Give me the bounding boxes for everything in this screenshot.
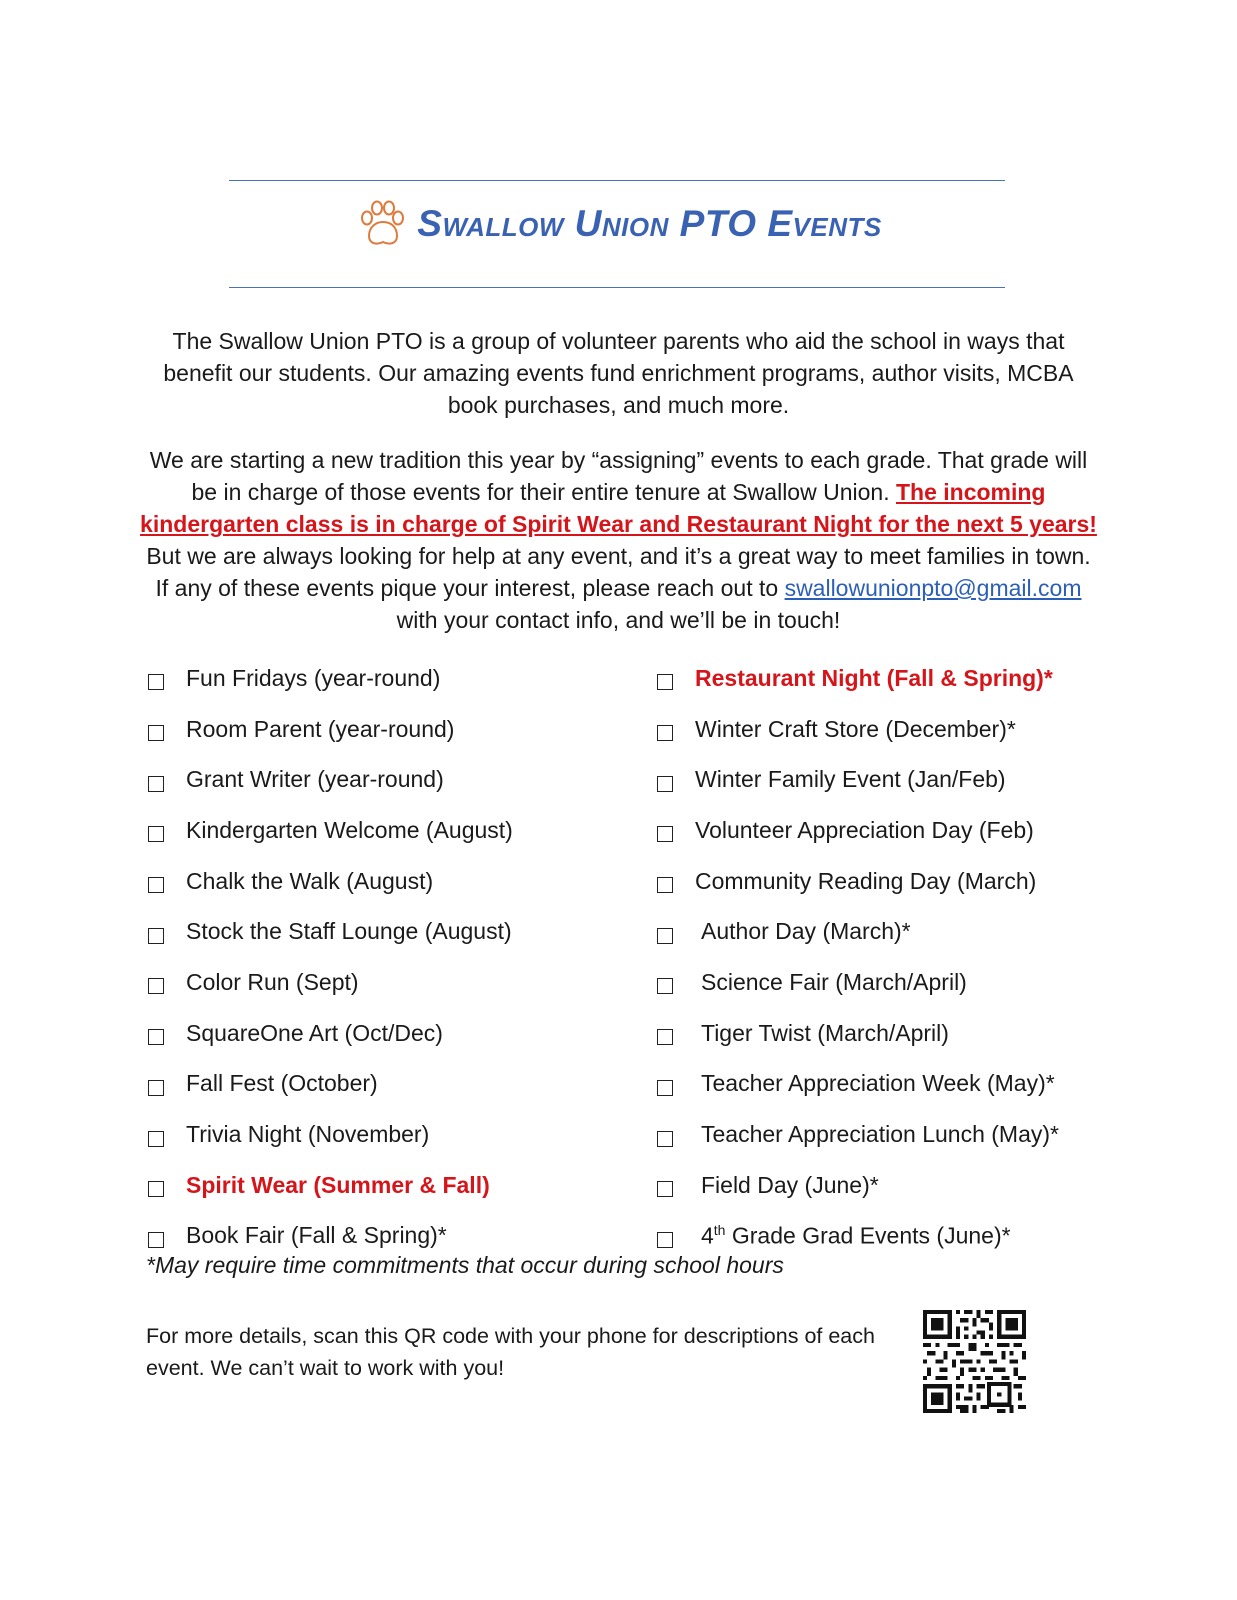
- checkbox[interactable]: [148, 1232, 164, 1248]
- event-label: Kindergarten Welcome (August): [186, 816, 513, 843]
- list-item: [148, 754, 513, 805]
- grade-ordinal: th: [713, 1222, 726, 1239]
- list-item: [148, 704, 513, 755]
- list-item: [657, 1059, 1059, 1110]
- checkbox[interactable]: [148, 1181, 164, 1197]
- checkbox[interactable]: [148, 826, 164, 842]
- checkbox[interactable]: [657, 978, 673, 994]
- event-label: Room Parent (year-round): [186, 715, 455, 742]
- event-label: Teacher Appreciation Lunch (May)*: [701, 1121, 1059, 1148]
- checkbox[interactable]: [148, 1080, 164, 1096]
- list-item: [148, 856, 513, 907]
- header: [0, 198, 1237, 250]
- checkbox[interactable]: [657, 826, 673, 842]
- top-divider: [229, 180, 1005, 181]
- events-list-left: [148, 653, 513, 1261]
- event-label: Volunteer Appreciation Day (Feb): [695, 816, 1034, 843]
- event-label: Spirit Wear (Summer & Fall): [186, 1171, 490, 1198]
- grade-number: 4: [701, 1222, 714, 1249]
- checkbox[interactable]: [148, 877, 164, 893]
- event-label: Field Day (June)*: [701, 1171, 879, 1198]
- page-title: Swallow Union PTO Events: [417, 203, 882, 244]
- event-label: SquareOne Art (Oct/Dec): [186, 1019, 443, 1046]
- checkbox[interactable]: [148, 725, 164, 741]
- event-label: Fall Fest (October): [186, 1070, 378, 1097]
- email-link[interactable]: swallowunionpto@gmail.com: [784, 575, 1082, 601]
- list-item: [148, 805, 513, 856]
- list-item: [657, 856, 1059, 907]
- checkbox[interactable]: [148, 978, 164, 994]
- event-label: Winter Craft Store (December)*: [695, 715, 1016, 742]
- checkbox[interactable]: [148, 928, 164, 944]
- checkbox[interactable]: [657, 1181, 673, 1197]
- tradition-text-end: with your contact info, and we’ll be in touch!: [396, 607, 841, 633]
- event-label: Color Run (Sept): [186, 968, 359, 995]
- checkbox[interactable]: [148, 1131, 164, 1147]
- footer-text: For more details, scan this QR code with your phone for descriptions of each event. We can’t wait to work with you!: [146, 1324, 875, 1380]
- list-item: [657, 653, 1059, 704]
- list-item: [657, 754, 1059, 805]
- event-label: Grant Writer (year-round): [186, 766, 444, 793]
- tiger-paw-icon: [355, 198, 407, 250]
- checkbox[interactable]: [657, 877, 673, 893]
- event-label: Trivia Night (November): [186, 1121, 430, 1148]
- event-label: Chalk the Walk (August): [186, 867, 434, 894]
- list-item: [657, 1008, 1059, 1059]
- list-item: [148, 1109, 513, 1160]
- event-label: Teacher Appreciation Week (May)*: [701, 1070, 1055, 1097]
- event-label: Winter Family Event (Jan/Feb): [695, 766, 1006, 793]
- list-item: [148, 906, 513, 957]
- grade-event-text: Grade Grad Events (June)*: [725, 1222, 1011, 1249]
- checkbox[interactable]: [657, 1131, 673, 1147]
- events-list-right: [657, 653, 1059, 1261]
- list-item: [657, 1160, 1059, 1211]
- list-item: [657, 906, 1059, 957]
- event-label: Author Day (March)*: [701, 918, 911, 945]
- list-item: [657, 805, 1059, 856]
- list-item: [148, 1160, 513, 1211]
- list-item: [148, 1059, 513, 1110]
- event-label: Fun Fridays (year-round): [186, 664, 441, 691]
- kindergarten-highlight: The incoming kindergarten class is in charge of Spirit Wear and Restaurant Night for the next 5 years!: [140, 479, 1097, 537]
- checkbox[interactable]: [148, 776, 164, 792]
- tradition-paragraph: [140, 444, 1097, 636]
- time-commitment-note: *May require time commitments that occur during school hours: [146, 1252, 784, 1278]
- checkbox[interactable]: [148, 1029, 164, 1045]
- list-item: [148, 1008, 513, 1059]
- checkbox[interactable]: [657, 928, 673, 944]
- checkbox[interactable]: [657, 674, 673, 690]
- list-item: [657, 1109, 1059, 1160]
- qr-code-icon[interactable]: [923, 1310, 1026, 1413]
- event-label: Stock the Staff Lounge (August): [186, 918, 512, 945]
- list-item: [148, 957, 513, 1008]
- event-label: Community Reading Day (March): [695, 867, 1037, 894]
- tradition-text-start: We are starting a new tradition this year by “assigning” events to each grade. That grade will be in charge of those events for their entire tenure at Swallow Union.: [149, 447, 1088, 505]
- checkbox[interactable]: [657, 725, 673, 741]
- checkbox[interactable]: [148, 674, 164, 690]
- checkbox[interactable]: [657, 1029, 673, 1045]
- checkbox[interactable]: [657, 1232, 673, 1248]
- event-label: Science Fair (March/April): [701, 968, 967, 995]
- event-label: Tiger Twist (March/April): [701, 1019, 949, 1046]
- intro-paragraph: The Swallow Union PTO is a group of volunteer parents who aid the school in ways that benefit our students. Our amazing events fund enrichment programs, author visits, MCBA book purchases, and much more.: [163, 328, 1074, 418]
- checkbox[interactable]: [657, 776, 673, 792]
- event-label: [701, 1222, 1011, 1250]
- event-label: Book Fair (Fall & Spring)*: [186, 1222, 447, 1249]
- list-item: [148, 653, 513, 704]
- checkbox[interactable]: [657, 1080, 673, 1096]
- list-item: [657, 957, 1059, 1008]
- list-item: [657, 704, 1059, 755]
- event-label: Restaurant Night (Fall & Spring)*: [695, 664, 1053, 691]
- bottom-divider: [229, 287, 1005, 288]
- tradition-text-middle: But we are always looking for help at any event, and it’s a great way to meet families in town. If any of these events pique your interest, please reach out to: [146, 543, 1091, 601]
